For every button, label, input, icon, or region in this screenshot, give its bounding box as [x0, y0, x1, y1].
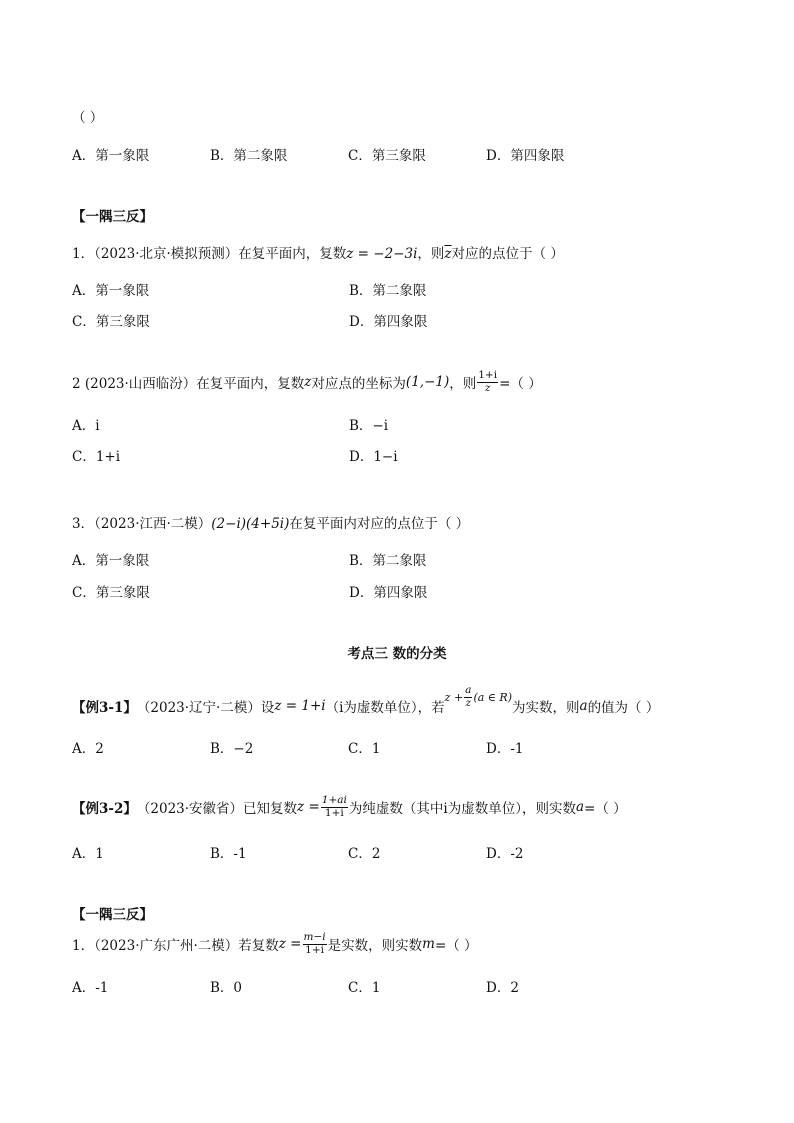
ex31-prefix: （2023·辽宁·二模）设: [136, 700, 275, 716]
kaodian-title: 考点三 数的分类: [347, 646, 447, 662]
q2-z: z: [304, 374, 312, 391]
ex32-denominator: 1+i: [324, 806, 344, 819]
ex32-option-a: A．1: [72, 846, 104, 862]
q2-option-d: D．1−i: [349, 449, 398, 465]
ex31-label: 【例3-1】: [72, 700, 137, 716]
ex31-cond: (a ∈ R): [473, 690, 512, 704]
ex31-end: 的值为（ ）: [587, 700, 660, 716]
q3-option-b: B．第二象限: [349, 553, 427, 569]
ex32-option-d: D．-2: [486, 846, 524, 862]
q1-option-b: B．第二象限: [349, 283, 427, 299]
ex32-option-c: C．2: [348, 846, 381, 862]
q1-suffix: 对应的点位于（ ）: [451, 246, 564, 262]
q1-option-a: A．第一象限: [72, 283, 150, 299]
section-heading-1: 【一隅三反】: [72, 209, 153, 225]
s2q1-suffix: 是实数，则实数: [327, 938, 423, 955]
ex32-zeq: z =: [297, 799, 320, 816]
s2q1-option-d: D．2: [486, 980, 519, 996]
q3-option-d: D．第四象限: [349, 585, 428, 601]
ex31-a: a: [579, 698, 588, 714]
q1-zbar: $\overline{z}$: [444, 246, 452, 262]
s2q1-prefix: 1．（2023·广东广州·二模）若复数: [72, 938, 279, 955]
s2q1-option-b: B．0: [210, 980, 243, 996]
q2-denominator: z: [484, 381, 491, 394]
ex31-z-plus: z +: [444, 690, 464, 704]
s2q1-denominator: 1+i: [305, 943, 324, 956]
q3-option-a: A．第一象限: [72, 553, 150, 569]
q1-option-d: D．第四象限: [349, 314, 428, 330]
ex31-mid: （i为虚数单位），若: [325, 700, 445, 716]
q1-options-row-2: [72, 310, 626, 330]
q1-expr: z = −2−3i: [346, 246, 418, 262]
s2q1-fraction: [303, 932, 327, 956]
s2q1-zeq: z =: [278, 936, 302, 953]
ex31-suffix: 为实数，则: [512, 700, 580, 716]
answer-paren: （ ）: [72, 110, 104, 126]
q2-options-row-1: [72, 414, 626, 434]
ex31-option-b: B．−2: [210, 741, 254, 757]
q1-prefix: 1．（2023·北京·模拟预测）在复平面内，复数: [72, 246, 347, 262]
q3-options-row-2: [72, 581, 626, 601]
q1-options-row-1: [72, 279, 626, 299]
ex32-options-row: [72, 842, 624, 862]
section-heading-2: 【一隅三反】: [72, 907, 153, 923]
q3-option-c: C．第三象限: [72, 585, 150, 601]
q2-option-a: A．i: [72, 418, 100, 434]
ex31-options-row: [72, 737, 624, 757]
q2-coord: (1,−1): [405, 374, 450, 391]
s2q1-option-c: C．1: [348, 980, 381, 996]
q1-option-c: C．第三象限: [72, 314, 150, 330]
option-b: B．第二象限: [210, 148, 288, 164]
q2-option-c: C．1+i: [72, 449, 121, 465]
q3-options-row-1: [72, 549, 626, 569]
option-d: D．第四象限: [486, 148, 565, 164]
q2-options-row-2: [72, 445, 626, 465]
q3-prefix: 3．（2023·江西·二模）: [72, 516, 212, 532]
ex31-option-d: D．-1: [486, 741, 524, 757]
s2q1-m: m: [422, 936, 435, 953]
q2-fraction: [477, 370, 498, 394]
q2-option-b: B．−i: [349, 418, 389, 434]
ex32-end: =（ ）: [584, 801, 627, 818]
q2-mid: 对应点的坐标为: [311, 376, 406, 393]
s2q1-option-a: A．-1: [72, 980, 109, 996]
s2q1-options-row: [72, 976, 624, 996]
options-row-top: [72, 144, 624, 164]
ex31-numerator: a: [465, 683, 472, 696]
ex32-a: a: [575, 799, 585, 816]
ex32-suffix: 为纯虚数（其中i为虚数单位），则实数: [348, 801, 576, 818]
ex31-denominator: z: [465, 696, 472, 709]
question-1: [72, 242, 564, 262]
ex32-fraction: [321, 795, 348, 819]
ex32-numerator: 1+ai: [321, 794, 347, 806]
s2q1-end: =（ ）: [434, 938, 478, 955]
q2-prefix: 2 (2023·山西临汾）在复平面内，复数: [72, 376, 305, 393]
ex31-fraction: [464, 685, 472, 709]
option-a: A．第一象限: [72, 148, 150, 164]
q2-then: ，则: [449, 376, 477, 393]
ex31-option-a: A．2: [72, 741, 104, 757]
question-3: [72, 512, 469, 532]
ex31-expr: z = 1+i: [274, 698, 326, 714]
section2-question-1: [72, 932, 478, 956]
q2-suffix: =（ ）: [499, 376, 542, 393]
s2q1-numerator: m−i: [303, 931, 326, 943]
q3-suffix: 在复平面内对应的点位于（ ）: [289, 516, 470, 532]
ex31-option-c: C．1: [348, 741, 381, 757]
ex32-label: 【例3-2】: [72, 801, 137, 818]
example-3-2: [72, 795, 627, 819]
q3-expr: (2−i)(4+5i): [211, 516, 290, 532]
ex31-condition-expr: [445, 685, 512, 709]
option-c: C．第三象限: [348, 148, 426, 164]
q1-mid: ，则: [417, 246, 445, 262]
ex32-option-b: B．-1: [210, 846, 247, 862]
question-2: [72, 370, 542, 394]
ex32-prefix: （2023·安徽省）已知复数: [136, 801, 298, 818]
example-3-1: [72, 682, 659, 730]
q2-numerator: 1+i: [478, 369, 498, 381]
